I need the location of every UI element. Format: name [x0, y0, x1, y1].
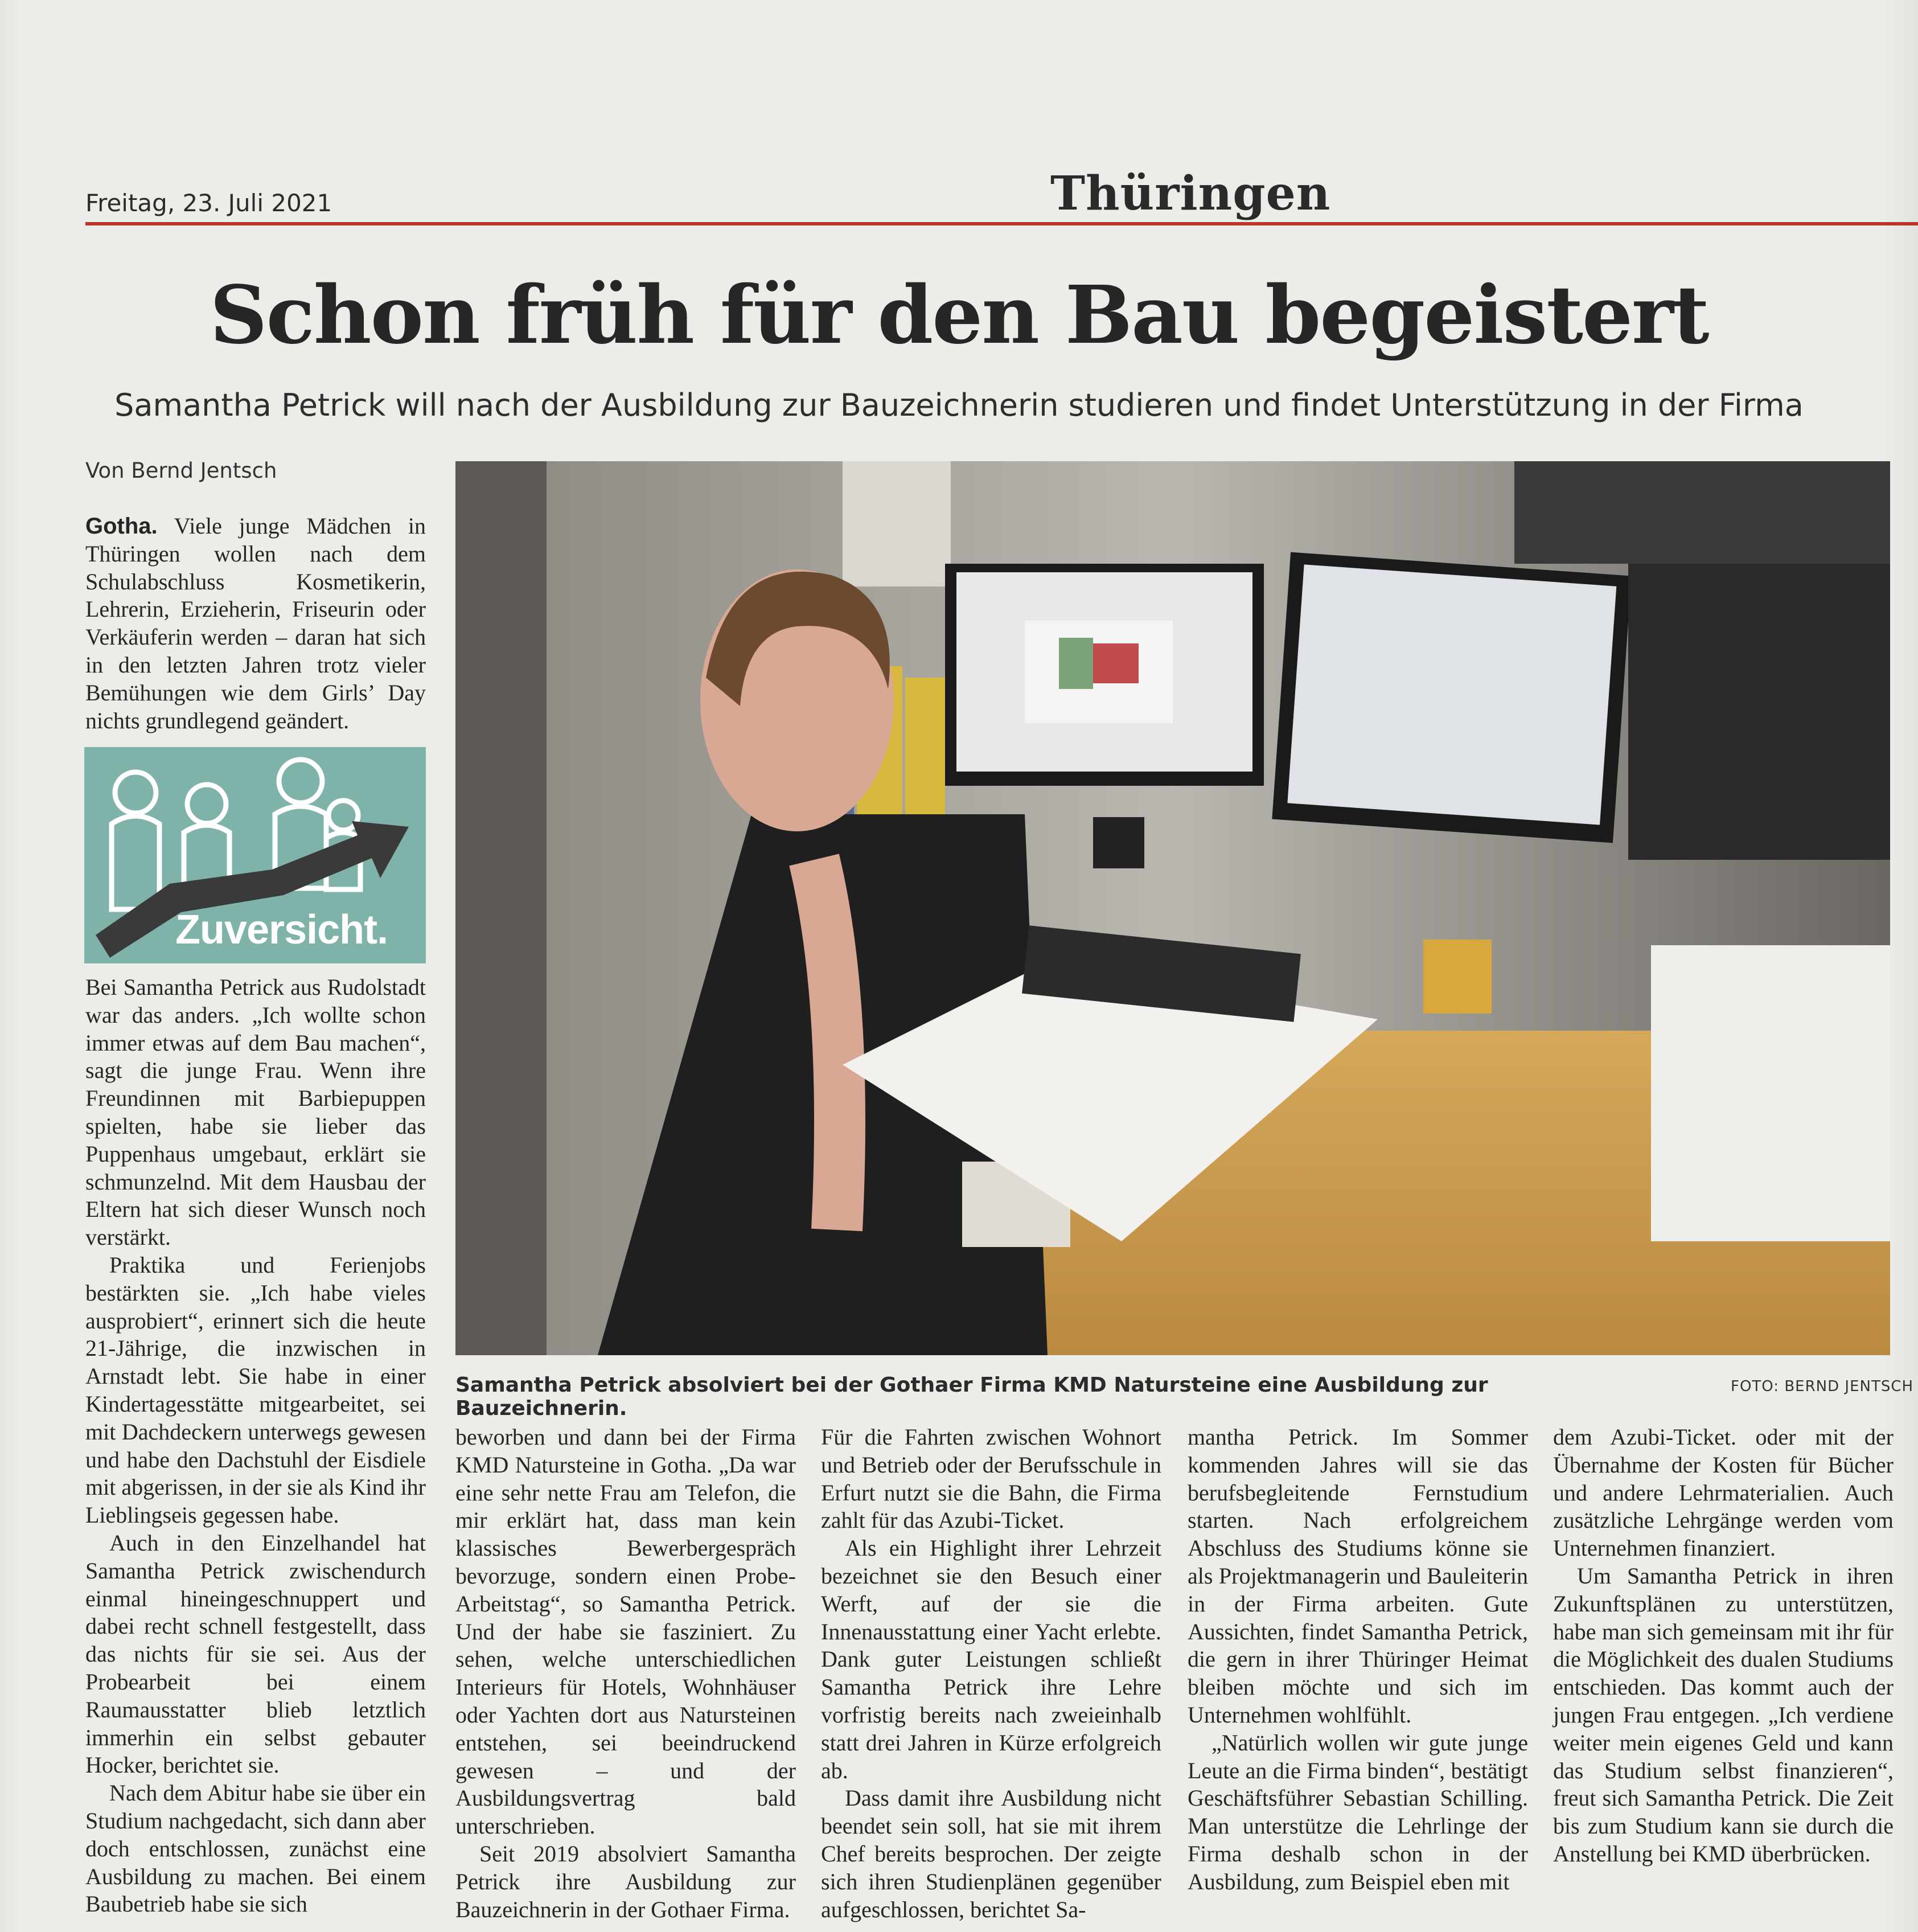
- section-title: Thüringen: [1050, 166, 1331, 221]
- article-column-1-lead: [85, 512, 426, 735]
- paragraph: Seit 2019 absolviert Samantha Petrick ihre Ausbildung zur Bauzeichnerin in der Gothaer Firma.: [455, 1840, 796, 1922]
- paragraph: Nach dem Abitur habe sie über ein Studium nachgedacht, sich dann aber doch entschlossen, zunächst eine Ausbildung zu machen. Bei einem Baubetrieb habe sie sich: [85, 1780, 426, 1917]
- paragraph: beworben und dann bei der Firma KMD Natursteine in Gotha. „Da war eine sehr nette Frau am Telefon, die mir erklärt hat, dass man kein klassisches Bewerbergespräch bevorzuge, sondern einen Probe-Arbeitstag“, so Samantha Petrick. Und der habe sie fasziniert. Zu sehen, welche unterschiedlichen Interieurs für Hotels, Wohnhäuser oder Yachten dort aus Natursteinen entstehen, sei beeindruckend gewesen – und der Ausbildungsvertrag bald unterschrieben.: [455, 1424, 796, 1839]
- paragraph: Auch in den Einzelhandel hat Samantha Petrick zwischendurch einmal hineingeschnuppert und dabei recht schnell festgestellt, dass das nichts für sie sei. Aus der Probearbeit bei einem Raumausstatter blieb letztlich immerhin ein selbst gebauter Hocker, berichtet sie.: [85, 1529, 426, 1778]
- paragraph: Dass damit ihre Ausbildung nicht beendet sein soll, hat sie mit ihrem Chef bereits besprochen. Der zeigte sich ihren Studienplänen gegenüber aufgeschlossen, berichtet Sa-: [821, 1785, 1161, 1922]
- paragraph: Praktika und Ferienjobs bestärkten sie. „Ich habe vieles ausprobiert“, erinnert sich die heute 21-Jährige, die inzwischen in Arnstadt lebt. Sie habe in einer Kindertagesstätte mitgearbeitet, sei mit Dachdeckern unterwegs gewesen und habe den Dachstuhl der Eisdiele mit abgerissen, in der sie als Kind ihr Lieblingseis gegessen habe.: [85, 1252, 426, 1528]
- article-column-1: [85, 974, 426, 1918]
- paragraph: „Natürlich wollen wir gute junge Leute an die Firma binden“, bestätigt Geschäftsführer Sebastian Schilling. Man unterstütze die Lehrlinge der Firma deshalb schon in der Ausbildung, zum Beispiel eben mit: [1188, 1729, 1528, 1894]
- paragraph: Für die Fahrten zwischen Wohnort und Betrieb oder der Berufsschule in Erfurt nutzt sie die Bahn, die Firma zahlt für das Azubi-Ticket.: [821, 1424, 1161, 1533]
- article-column-5: [1553, 1424, 1894, 1868]
- dateline: Gotha.: [85, 514, 158, 539]
- byline: Von Bernd Jentsch: [85, 458, 277, 483]
- issue-date: Freitag, 23. Juli 2021: [85, 189, 332, 217]
- section-rule: [85, 222, 1918, 225]
- paragraph: Bei Samantha Petrick aus Rudolstadt war das anders. „Ich wollte schon immer etwas auf dem Bau machen“, sagt die junge Frau. Wenn ihre Freundinnen mit Barbiepuppen spielten, habe sie lieber das Puppenhaus umgebaut, erklärt sie schmunzelnd. Mit dem Hausbau der Eltern hat sich dieser Wunsch noch verstärkt.: [85, 974, 426, 1250]
- headline: Schon früh für den Bau begeistert: [210, 269, 1708, 362]
- article-photo: [455, 461, 1890, 1355]
- article-column-3: [821, 1424, 1161, 1923]
- photo-caption: Samantha Petrick absolviert bei der Gothaer Firma KMD Natursteine eine Ausbildung zur Bauzeichnerin.: [455, 1373, 1488, 1420]
- subheadline: Samantha Petrick will nach der Ausbildung zur Bauzeichnerin studieren und findet Unterstützung in der Firma: [114, 387, 1804, 423]
- zuversicht-label: Zuversicht.: [175, 907, 388, 953]
- article-column-4: [1188, 1424, 1528, 1896]
- paragraph: Als ein Highlight ihrer Lehrzeit bezeichnet sie den Besuch einer Werft, auf der sie die Innenausstattung einer Yacht erlebte. Dank guter Leistungen schließt Samantha Petrick ihre Lehre vorfristig bereits nach zweieinhalb statt drei Jahren in Kürze erfolgreich ab.: [821, 1535, 1161, 1783]
- lead-text: Viele junge Mädchen in Thüringen wollen nach dem Schulabschluss Kosmetikerin, Lehrerin, Erzieherin, Friseurin oder Verkäuferin werden – daran hat sich in den letzten Jahren trotz vieler Bemühungen wie dem Girls’ Day nichts grundlegend geändert.: [85, 513, 426, 733]
- zuversicht-logo: [84, 747, 426, 963]
- photo-credit: FOTO: BERND JENTSCH: [1731, 1378, 1914, 1395]
- paragraph: dem Azubi-Ticket. oder mit der Übernahme der Kosten für Bücher und andere Lehrmaterialien. Auch zusätzliche Lehrgänge werden vom Unternehmen finanziert.: [1553, 1424, 1894, 1561]
- paragraph: mantha Petrick. Im Sommer kommenden Jahres will sie das berufsbegleitende Fernstudium starten. Nach erfolgreichem Abschluss des Studiums könne sie als Projektmanagerin und Bauleiterin in der Firma arbeiten. Gute Aussichten, findet Samantha Petrick, die gern in ihrer Thüringer Heimat bleiben möchte und sich im Unternehmen wohlfühlt.: [1188, 1424, 1528, 1728]
- office-photo: [455, 461, 1890, 1355]
- article-column-2: [455, 1424, 796, 1923]
- paragraph: Um Samantha Petrick in ihren Zukunftsplänen zu unterstützen, habe man sich gemeinsam mit ihr für die Möglichkeit des dualen Studiums entschieden. Das kommt auch der jungen Frau entgegen. „Ich verdiene weiter mein eigenes Geld und kann das Studium selbst finanzieren“, freut sich Samantha Petrick. Die Zeit bis zum Studium kann sie durch die Anstellung bei KMD überbrücken.: [1553, 1562, 1894, 1867]
